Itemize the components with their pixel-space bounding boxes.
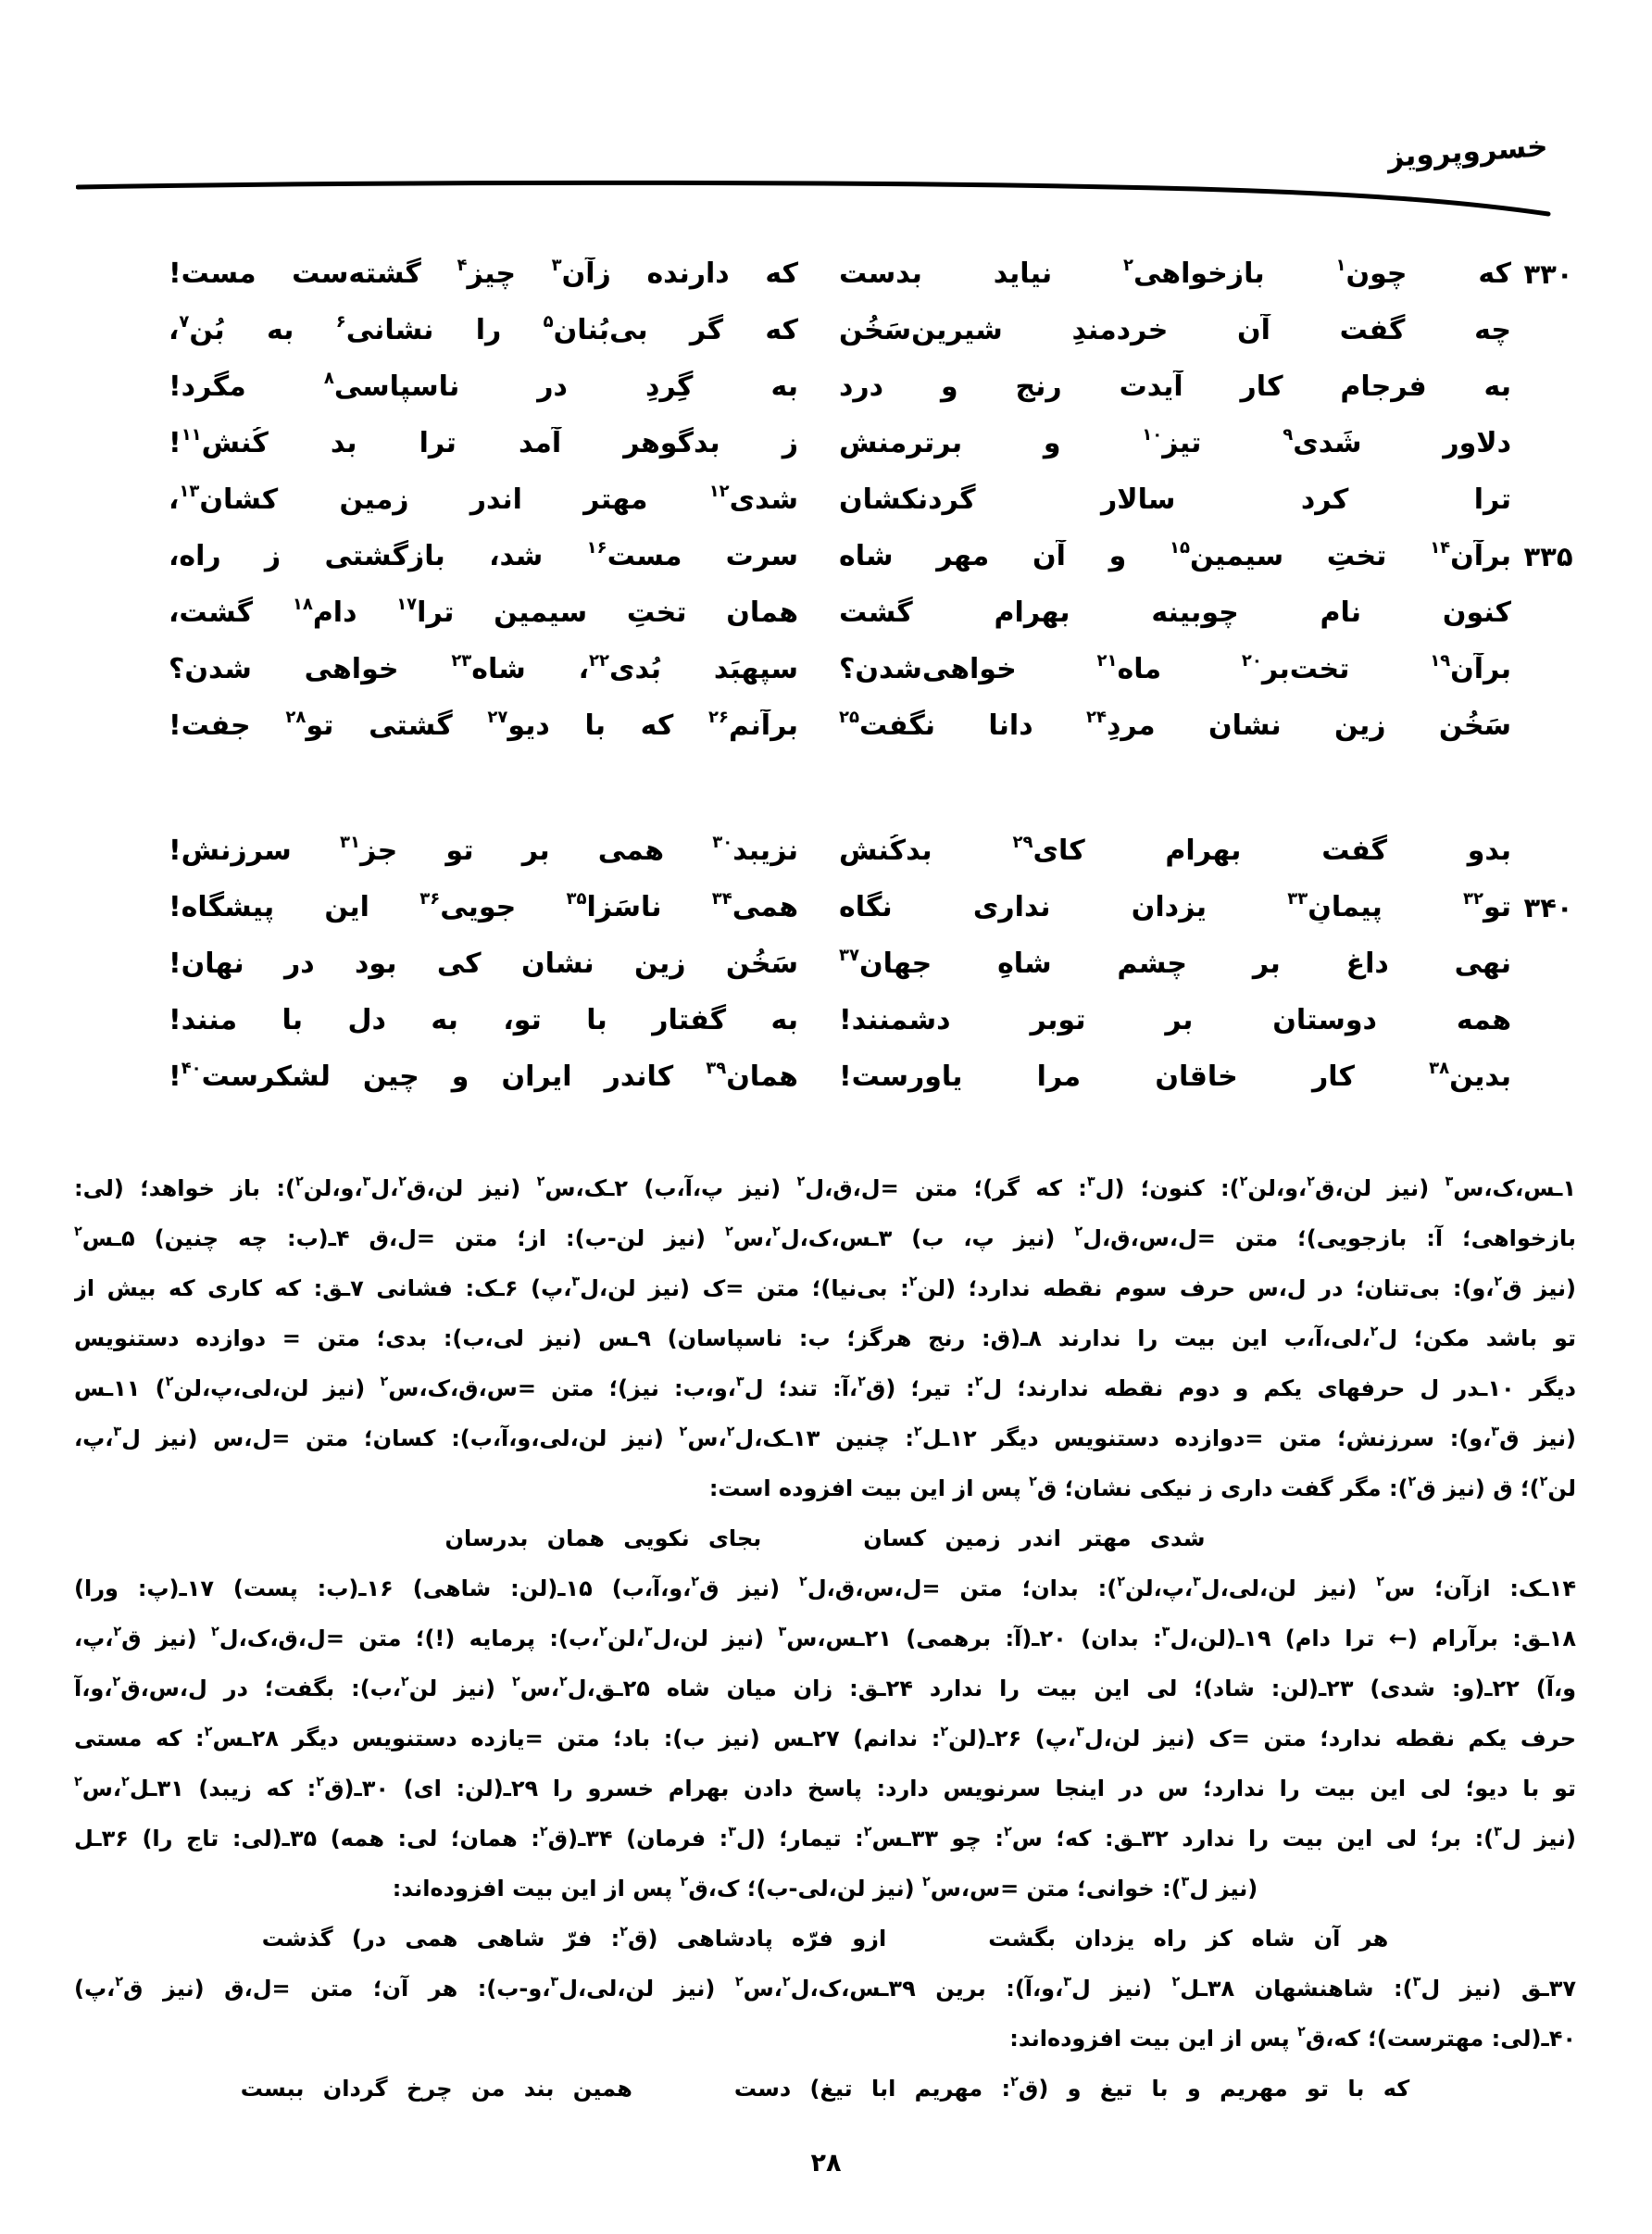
- verse-row: [169, 471, 1585, 528]
- footnote-ref-number: ۲: [796, 1174, 806, 1189]
- hemistich-right: نهی داغ بر چشمِ شاهِ جهان$^{۳۷}$: [839, 948, 1511, 980]
- footnote-ref-number: ۲۳: [451, 653, 472, 671]
- footnote-ref-number: ۳: [1491, 1424, 1500, 1439]
- footnote-line: و،آ) ۲۲ـ(و: شدی) ۲۳ـ(لن: شاد)؛ لی این بیت را ندارد ۲۴ـق: زان میان شاه ۲۵ـق،ل$^۲$،س$^۲$ (نیز لن$^۲$،ب): بگفت؛ در ل،س،ق$^۲$،و،آ: [74, 1675, 1576, 1701]
- footnote-ref-number: ۲: [1171, 1975, 1181, 1989]
- footnote-ref-number: ۳: [1076, 1725, 1084, 1739]
- footnote-ref-number: ۱۲: [708, 483, 730, 501]
- footnote-verse-hemistich-left: همین بند من چرخ گردان ببست: [240, 2076, 632, 2102]
- footnote-ref-number: ۲: [380, 1374, 389, 1389]
- hemistich-left: نزیبد$^{۳۰}$ همی بر تو جز$^{۳۱}$ سرزنش!: [169, 835, 798, 867]
- verse-row: [169, 935, 1585, 992]
- hemistich-left: که دارنده زآن$^۳$ چیز$^۴$ گشته‌ست مست!: [169, 257, 798, 290]
- footnote-ref-number: ۳: [1063, 1975, 1071, 1989]
- footnote-line: ۱۴ـک: ازآن؛ س$^۲$ (نیز لن،لی،ل$^۳$،پ،لن$^۲$): بدان؛ متن =ل،س،ق،ل$^۲$ (نیز ق$^۲$،و،آ،ب) ۱۵ـ(لن: شاهی) ۱۶ـ(ب: پست) ۱۷ـ(پ: ورا): [74, 1575, 1576, 1601]
- footnote-ref-number: ۲: [121, 1775, 130, 1789]
- footnote-ref-number: ۸: [323, 370, 334, 388]
- footnote-ref-number: ۲۱: [1096, 653, 1118, 671]
- footnote-ref-number: ۲: [726, 1424, 735, 1439]
- footnote-ref-number: ۱۷: [396, 596, 418, 614]
- footnote-ref-number: ۲: [539, 1825, 548, 1839]
- footnote-ref-number: ۲: [294, 1174, 304, 1189]
- footnote-ref-number: ۲: [1074, 1224, 1083, 1239]
- hemistich-left: همان$^{۳۹}$ کاندر ایران و چین لشکرست$^{۴۰}$!: [169, 1061, 798, 1093]
- footnote-ref-number: ۳: [735, 1374, 745, 1389]
- footnote-ref-number: ۲: [680, 1875, 689, 1889]
- footnote-ref-number: ۴: [457, 257, 468, 275]
- footnote-line: تو با دیو؛ لی این بیت را ندارد؛ س در اینجا سرنویس دارد: پاسخ دادن بهرام خسرو را ۲۹ـ(لن: ای) ۳۰ـ(ق$^۲$: که زیبد) ۳۱ـل$^۲$،س$^۲$: [74, 1775, 1576, 1801]
- footnote-ref-number: ۲۲: [588, 653, 609, 671]
- hemistich-left: همی$^{۳۴}$ ناسَزا$^{۳۵}$ جویی$^{۳۶}$ این پیشگاه!: [169, 891, 798, 923]
- footnote-ref-number: ۳: [1445, 1174, 1454, 1189]
- hemistich-right: که چون$^۱$ بازخواهی$^۲$ نیاید بدست: [839, 257, 1511, 290]
- footnote-ref-number: ۲: [1494, 1274, 1503, 1289]
- hemistich-left: برآنم$^{۲۶}$ که با دیو$^{۲۷}$ گشتی تو$^{۲۸}$ جفت!: [169, 709, 798, 742]
- footnote-ref-number: ۲۹: [1012, 835, 1033, 852]
- verse-row: [169, 528, 1585, 584]
- verse-row: [169, 697, 1585, 754]
- footnote-ref-number: ۲: [857, 1374, 866, 1389]
- verse-number: ۳۴۰: [1523, 891, 1573, 923]
- footnote-ref-number: ۳۹: [706, 1061, 727, 1078]
- verse-number: ۳۳۰: [1523, 257, 1573, 290]
- footnote-ref-number: ۱۱: [181, 427, 202, 445]
- hemistich-left: شدی$^{۱۲}$ مهتر اندر زمین کشان$^{۱۳}$،: [169, 483, 798, 516]
- footnote-ref-number: ۲: [74, 1224, 82, 1239]
- footnote-ref-number: ۲۷: [487, 709, 508, 727]
- footnote-ref-number: ۳: [551, 257, 562, 275]
- hemistich-left: همان تختِ سیمین ترا$^{۱۷}$ دام$^{۱۸}$ گشت،: [169, 596, 798, 629]
- footnote-ref-number: ۱۸: [292, 596, 313, 614]
- footnote-ref-number: ۳۰: [712, 835, 733, 852]
- footnote-ref-number: ۳۲: [1462, 891, 1483, 909]
- hemistich-right: سَخُن زین نشان مردِ$^{۲۴}$ دانا نگفت$^{۲۵}$: [839, 709, 1511, 742]
- verse-row: [169, 992, 1585, 1048]
- footnote-ref-number: ۷: [179, 314, 190, 332]
- footnote-ref-number: ۴۰: [181, 1061, 202, 1078]
- footnote-ref-number: ۱: [1335, 257, 1346, 275]
- footnote-ref-number: ۱۴: [1430, 540, 1451, 558]
- footnote-ref-number: ۱۳: [179, 483, 200, 501]
- hemistich-right: همه دوستان بر توبر دشمنند!: [839, 1004, 1511, 1036]
- footnote-ref-number: ۲: [725, 1224, 733, 1239]
- footnote-ref-number: ۳۵: [566, 891, 587, 909]
- hemistich-left: سَخُن زین نشان کی بود در نهان!: [169, 948, 798, 980]
- footnote-ref-number: ۲: [799, 1575, 807, 1589]
- poem-columns: [169, 245, 1585, 1105]
- footnote-added-verse: [74, 1914, 1576, 1964]
- footnote-verse-hemistich-left: ازو فرّه پادشاهی (ق$^۲$: فرّ شاهی همی در) گذشت: [261, 1925, 887, 1952]
- footnote-line: دیگر ۱۰ـدر ل حرفهای یکم و دوم نقطه ندارند؛ ل$^۲$: تیر؛ (ق$^۲$،آ: تند؛ ل$^۳$،و،ب: نیز)؛ متن =س،ق،ک،س$^۲$ (نیز لن،لی،پ،لن$^۲$) ۱۱ـس: [74, 1374, 1576, 1401]
- footnote-line: ۱ـس،ک،س$^۳$ (نیز لن،ق$^۲$،و،لن$^۲$): کنون؛ (ل$^۳$: که گر)؛ متن =ل،ق،ل$^۲$ (نیز پ،آ،ب) ۲ـک،س$^۲$ (نیز لن،ق$^۲$،ل$^۳$،و،لن$^۲$): باز خواهد؛ (لی:: [74, 1174, 1576, 1201]
- footnote-ref-number: ۲۰: [1241, 653, 1262, 671]
- footnote-ref-number: ۲: [921, 1875, 931, 1889]
- footnote-ref-number: ۳۷: [839, 948, 859, 965]
- footnote-line: بازخواهی؛ آ: بازجویی)؛ متن =ل،س،ق،ل$^۲$ (نیز پ، ب) ۳ـس،ک،ل$^۲$،س$^۲$ (نیز لن‑ب): از؛ متن =ل،ق ۴ـ(ب: چه چنین) ۵ـس$^۲$: [74, 1224, 1576, 1251]
- hemistich-right: دلاور شَدی$^۹$ تیز$^{۱۰}$ و برترمنش: [839, 427, 1511, 459]
- footnote-ref-number: ۲: [316, 1775, 325, 1789]
- footnote-ref-number: ۱۶: [586, 540, 607, 558]
- footnote-ref-number: ۳۱: [339, 835, 360, 852]
- footnote-line: حرف یکم نقطه ندارد؛ متن =ک (نیز لن،ل$^۳$،پ) ۲۶ـ(لن$^۲$: ندانم) ۲۷ـس (نیز ب): باد؛ متن =یازده دستنویس دیگر ۲۸ـس$^۲$: که مستی: [74, 1725, 1576, 1751]
- header-rule: [76, 176, 1558, 219]
- hemistich-right: برآن$^{۱۴}$ تختِ سیمین$^{۱۵}$ و آن مهر شاه: [839, 540, 1511, 572]
- footnote-ref-number: ۲: [1239, 1174, 1248, 1189]
- footnote-ref-number: ۲۴: [1085, 709, 1107, 727]
- footnote-ref-number: ۳: [778, 1625, 787, 1639]
- footnote-line: لن$^۲$)؛ ق (نیز ق$^۲$): مگر گفت داری ز نیکی نشان؛ ق$^۲$ پس از این بیت افزوده است:: [708, 1475, 1576, 1501]
- footnote-ref-number: ۲: [863, 1825, 872, 1839]
- footnote-ref-number: ۲: [1117, 1575, 1126, 1589]
- footnote-ref-number: ۲: [1029, 1475, 1037, 1489]
- footnote-ref-number: ۲: [204, 1725, 213, 1739]
- footnote-line: ۴۰ـ(لی: مهترست)؛ که،ق$^۲$ پس از این بیت افزوده‌اند:: [1009, 2025, 1576, 2052]
- footnote-ref-number: ۲: [74, 1775, 82, 1789]
- footnote-ref-number: ۲: [620, 1925, 629, 1939]
- verse-row: [169, 245, 1585, 302]
- hemistich-right: کنون نامِ چوبینه بهرام گشت: [839, 596, 1511, 629]
- footnote-ref-number: ۳: [113, 1424, 122, 1439]
- footnote-ref-number: ۳: [1412, 1975, 1421, 1989]
- footnote-ref-number: ۳: [644, 1625, 653, 1639]
- footnote-ref-number: ۲: [1370, 1324, 1379, 1339]
- footnote-verse-hemistich-right: که با تو مهریم و با تیغ و (ق$^۲$: مهریم ابا تیغ) دست: [733, 2075, 1410, 2102]
- footnote-ref-number: ۲: [691, 1575, 700, 1589]
- footnote-ref-number: ۱۵: [1169, 540, 1190, 558]
- footnote-ref-number: ۳۸: [1429, 1061, 1450, 1078]
- verse-row: [169, 641, 1585, 697]
- footnote-ref-number: ۳: [550, 1975, 559, 1989]
- verse-row: [169, 358, 1585, 415]
- footnote-ref-number: ۲: [940, 1725, 949, 1739]
- footnote-ref-number: ۲: [974, 1374, 983, 1389]
- verse-row: [169, 415, 1585, 471]
- footnote-ref-number: ۹: [1283, 427, 1294, 445]
- footnote-verse-hemistich-right: هر آن شاه کز راه یزدان بگشت: [988, 1926, 1389, 1952]
- footnotes-apparatus: [74, 1163, 1576, 2114]
- footnote-line: (نیز ل$^۳$): بر؛ لی این بیت را ندارد ۳۲ـق: که؛ س$^۲$: چو ۳۳ـس$^۲$: تیمار؛ (ل$^۳$: فرمان) ۳۴ـ(ق$^۲$: همان؛ لی: همه) ۳۵ـ(لی: تاج را) ۳۶ـل: [74, 1825, 1576, 1851]
- footnote-verse-hemistich-right: شدی مهتر اندر زمین کسان: [863, 1525, 1206, 1551]
- footnote-ref-number: ۳۳: [1287, 891, 1308, 909]
- footnote-ref-number: ۲: [782, 1975, 791, 1989]
- footnote-ref-number: ۲: [558, 1675, 568, 1689]
- hemistich-right: تو$^{۳۲}$ پیمانِ$^{۳۳}$ یزدان نداری نگاه: [839, 891, 1511, 923]
- page-number: ۲۸: [810, 2149, 842, 2178]
- verse-row: [169, 1048, 1585, 1105]
- footnote-ref-number: ۲: [115, 1975, 123, 1989]
- footnote-verse-hemistich-left: بجای نکویی همان بدرسان: [444, 1525, 762, 1551]
- footnote-line: ۳۷ـق (نیز ل$^۳$): شاهنشهان ۳۸ـل$^۲$ (نیز ل$^۳$،و،آ): برین ۳۹ـس،ک،ل$^۲$،س$^۲$ (نیز لن،لی،ل$^۳$،و‑ب): هر آن؛ متن =ل،ق (نیز ق$^۲$،پ): [74, 1975, 1576, 2002]
- footnote-ref-number: ۱۹: [1430, 653, 1451, 671]
- footnote-ref-number: ۳۴: [711, 891, 732, 909]
- footnote-ref-number: ۲: [165, 1374, 174, 1389]
- footnote-ref-number: ۲: [400, 1675, 409, 1689]
- footnote-ref-number: ۳: [1161, 1625, 1170, 1639]
- footnote-ref-number: ۲: [772, 1224, 781, 1239]
- hemistich-left: به گفتار با تو، به دل با منند!: [169, 1004, 798, 1036]
- footnote-ref-number: ۳: [1193, 1575, 1201, 1589]
- footnote-ref-number: ۲۵: [839, 709, 859, 727]
- footnote-line: تو باشد مکن؛ ل$^۲$،لی،آ،ب این بیت را ندارند ۸ـ(ق: رنج هرگز؛ ب: ناسپاسان) ۹ـس (نیز لی،ب): بدی؛ متن = دوازده دستنویس: [74, 1324, 1576, 1351]
- footnote-ref-number: ۵: [543, 314, 554, 332]
- footnote-ref-number: ۲: [679, 1424, 688, 1439]
- running-head-title: خسروپرویز: [1386, 129, 1550, 175]
- footnote-line: (نیز ق$^۲$،و): بی‌تنان؛ در ل،س حرف سوم نقطه ندارد؛ (لن$^۲$: بی‌نیا)؛ متن =ک (نیز لن،ل$^۳$،پ) ۶ـک: فشانی ۷ـق: که کاری که بیش از: [74, 1274, 1576, 1301]
- footnote-added-verse: [74, 1513, 1576, 1563]
- hemistich-left: به گِردِ درِ ناسپاسی$^۸$ مگرد!: [169, 370, 798, 403]
- footnote-ref-number: ۲۶: [708, 709, 729, 727]
- footnote-line: (نیز ق$^۳$،و): سرزنش؛ متن =دوازده دستنویس دیگر ۱۲ـل$^۲$: چنین ۱۳ـک،ل$^۲$،س$^۲$ (نیز لن،لی،و،آ،ب): کسان؛ متن =ل،س (نیز ل$^۳$،پ،: [74, 1424, 1576, 1451]
- verse-row: [169, 822, 1585, 879]
- hemistich-right: به فرجامِ کار آیدت رنج و درد: [839, 370, 1511, 403]
- footnote-ref-number: ۲: [1297, 2025, 1306, 2039]
- hemistich-right: ترا کرد سالارِ گردنکشان: [839, 483, 1511, 516]
- footnote-ref-number: ۲: [1122, 257, 1133, 275]
- footnote-ref-number: ۳: [1086, 1174, 1095, 1189]
- hemistich-left: ز بدگوهر آمد ترا بد کُنش$^{۱۱}$!: [169, 427, 798, 459]
- verse-row: [169, 302, 1585, 358]
- footnote-ref-number: ۳: [728, 1825, 736, 1839]
- footnote-ref-number: ۳: [1494, 1825, 1502, 1839]
- hemistich-left: سرت مست$^{۱۶}$ شد، بازگشتی ز راه،: [169, 540, 798, 572]
- footnote-ref-number: ۲: [1307, 1174, 1315, 1189]
- footnote-ref-number: ۳: [1181, 1875, 1190, 1889]
- hemistich-right: برآن$^{۱۹}$ تخت‌بر$^{۲۰}$ ماه$^{۲۱}$ خواهی‌شدن؟: [839, 653, 1511, 685]
- footnote-ref-number: ۲: [113, 1625, 122, 1639]
- footnote-ref-number: ۲: [1010, 2075, 1019, 2090]
- footnote-line: (نیز ل$^۳$): خوانی؛ متن =س،س$^۲$ (نیز لن،لی‑ب)؛ ک،ق$^۲$ پس از این بیت افزوده‌اند:: [392, 1875, 1258, 1901]
- footnote-ref-number: ۳: [362, 1174, 371, 1189]
- footnote-ref-number: ۲: [1539, 1475, 1548, 1489]
- footnote-ref-number: ۲: [1003, 1825, 1012, 1839]
- footnote-ref-number: ۲: [536, 1174, 545, 1189]
- footnote-ref-number: ۳۶: [419, 891, 441, 909]
- footnote-ref-number: ۲: [211, 1625, 219, 1639]
- footnote-ref-number: ۲: [908, 1274, 918, 1289]
- footnote-ref-number: ۲: [1376, 1575, 1385, 1589]
- footnote-ref-number: ۲: [734, 1975, 744, 1989]
- verse-number: ۳۳۵: [1523, 540, 1573, 572]
- footnote-added-verse: [74, 2064, 1576, 2114]
- footnote-ref-number: ۶: [335, 314, 346, 332]
- footnote-line: ۱۸ـق: برآرام (← ترا دام) ۱۹ـ(لن،ل$^۳$: بدان) ۲۰ـ(آ: برهمی) ۲۱ـس،س$^۳$ (نیز لن،ل$^۳$،لن$^۲$،ب): پرمایه (!)؛ متن =ل،ق،ک،ل$^۲$ (نیز ق$^۲$،پ،: [74, 1625, 1576, 1651]
- footnote-ref-number: ۲: [511, 1675, 520, 1689]
- footnote-ref-number: ۲: [1408, 1475, 1417, 1489]
- hemistich-right: چه گفت آن خردمندِ شیرین‌سَخُن: [839, 314, 1511, 346]
- hemistich-left: که گر بی‌بُنان$^۵$ را نشانی$^۶$ به بُن$^۷$،: [169, 314, 798, 346]
- footnote-ref-number: ۲: [599, 1625, 607, 1639]
- verse-row: [169, 584, 1585, 641]
- hemistich-right: بدین$^{۳۸}$ کار خاقان مرا یاورست!: [839, 1061, 1511, 1093]
- footnote-ref-number: ۲۸: [285, 709, 307, 727]
- hemistich-right: بدو گفت بهرام کای$^{۲۹}$ بدکُنش: [839, 835, 1511, 867]
- verse-row: [169, 879, 1585, 935]
- footnote-ref-number: ۲: [112, 1675, 121, 1689]
- footnote-ref-number: ۲: [913, 1424, 922, 1439]
- footnote-ref-number: ۲: [398, 1174, 407, 1189]
- hemistich-left: سپهبَد بُدی$^{۲۲}$، شاه$^{۲۳}$ خواهی شدن؟: [169, 653, 798, 685]
- footnote-ref-number: ۳: [571, 1274, 581, 1289]
- footnote-ref-number: ۱۰: [1142, 427, 1163, 445]
